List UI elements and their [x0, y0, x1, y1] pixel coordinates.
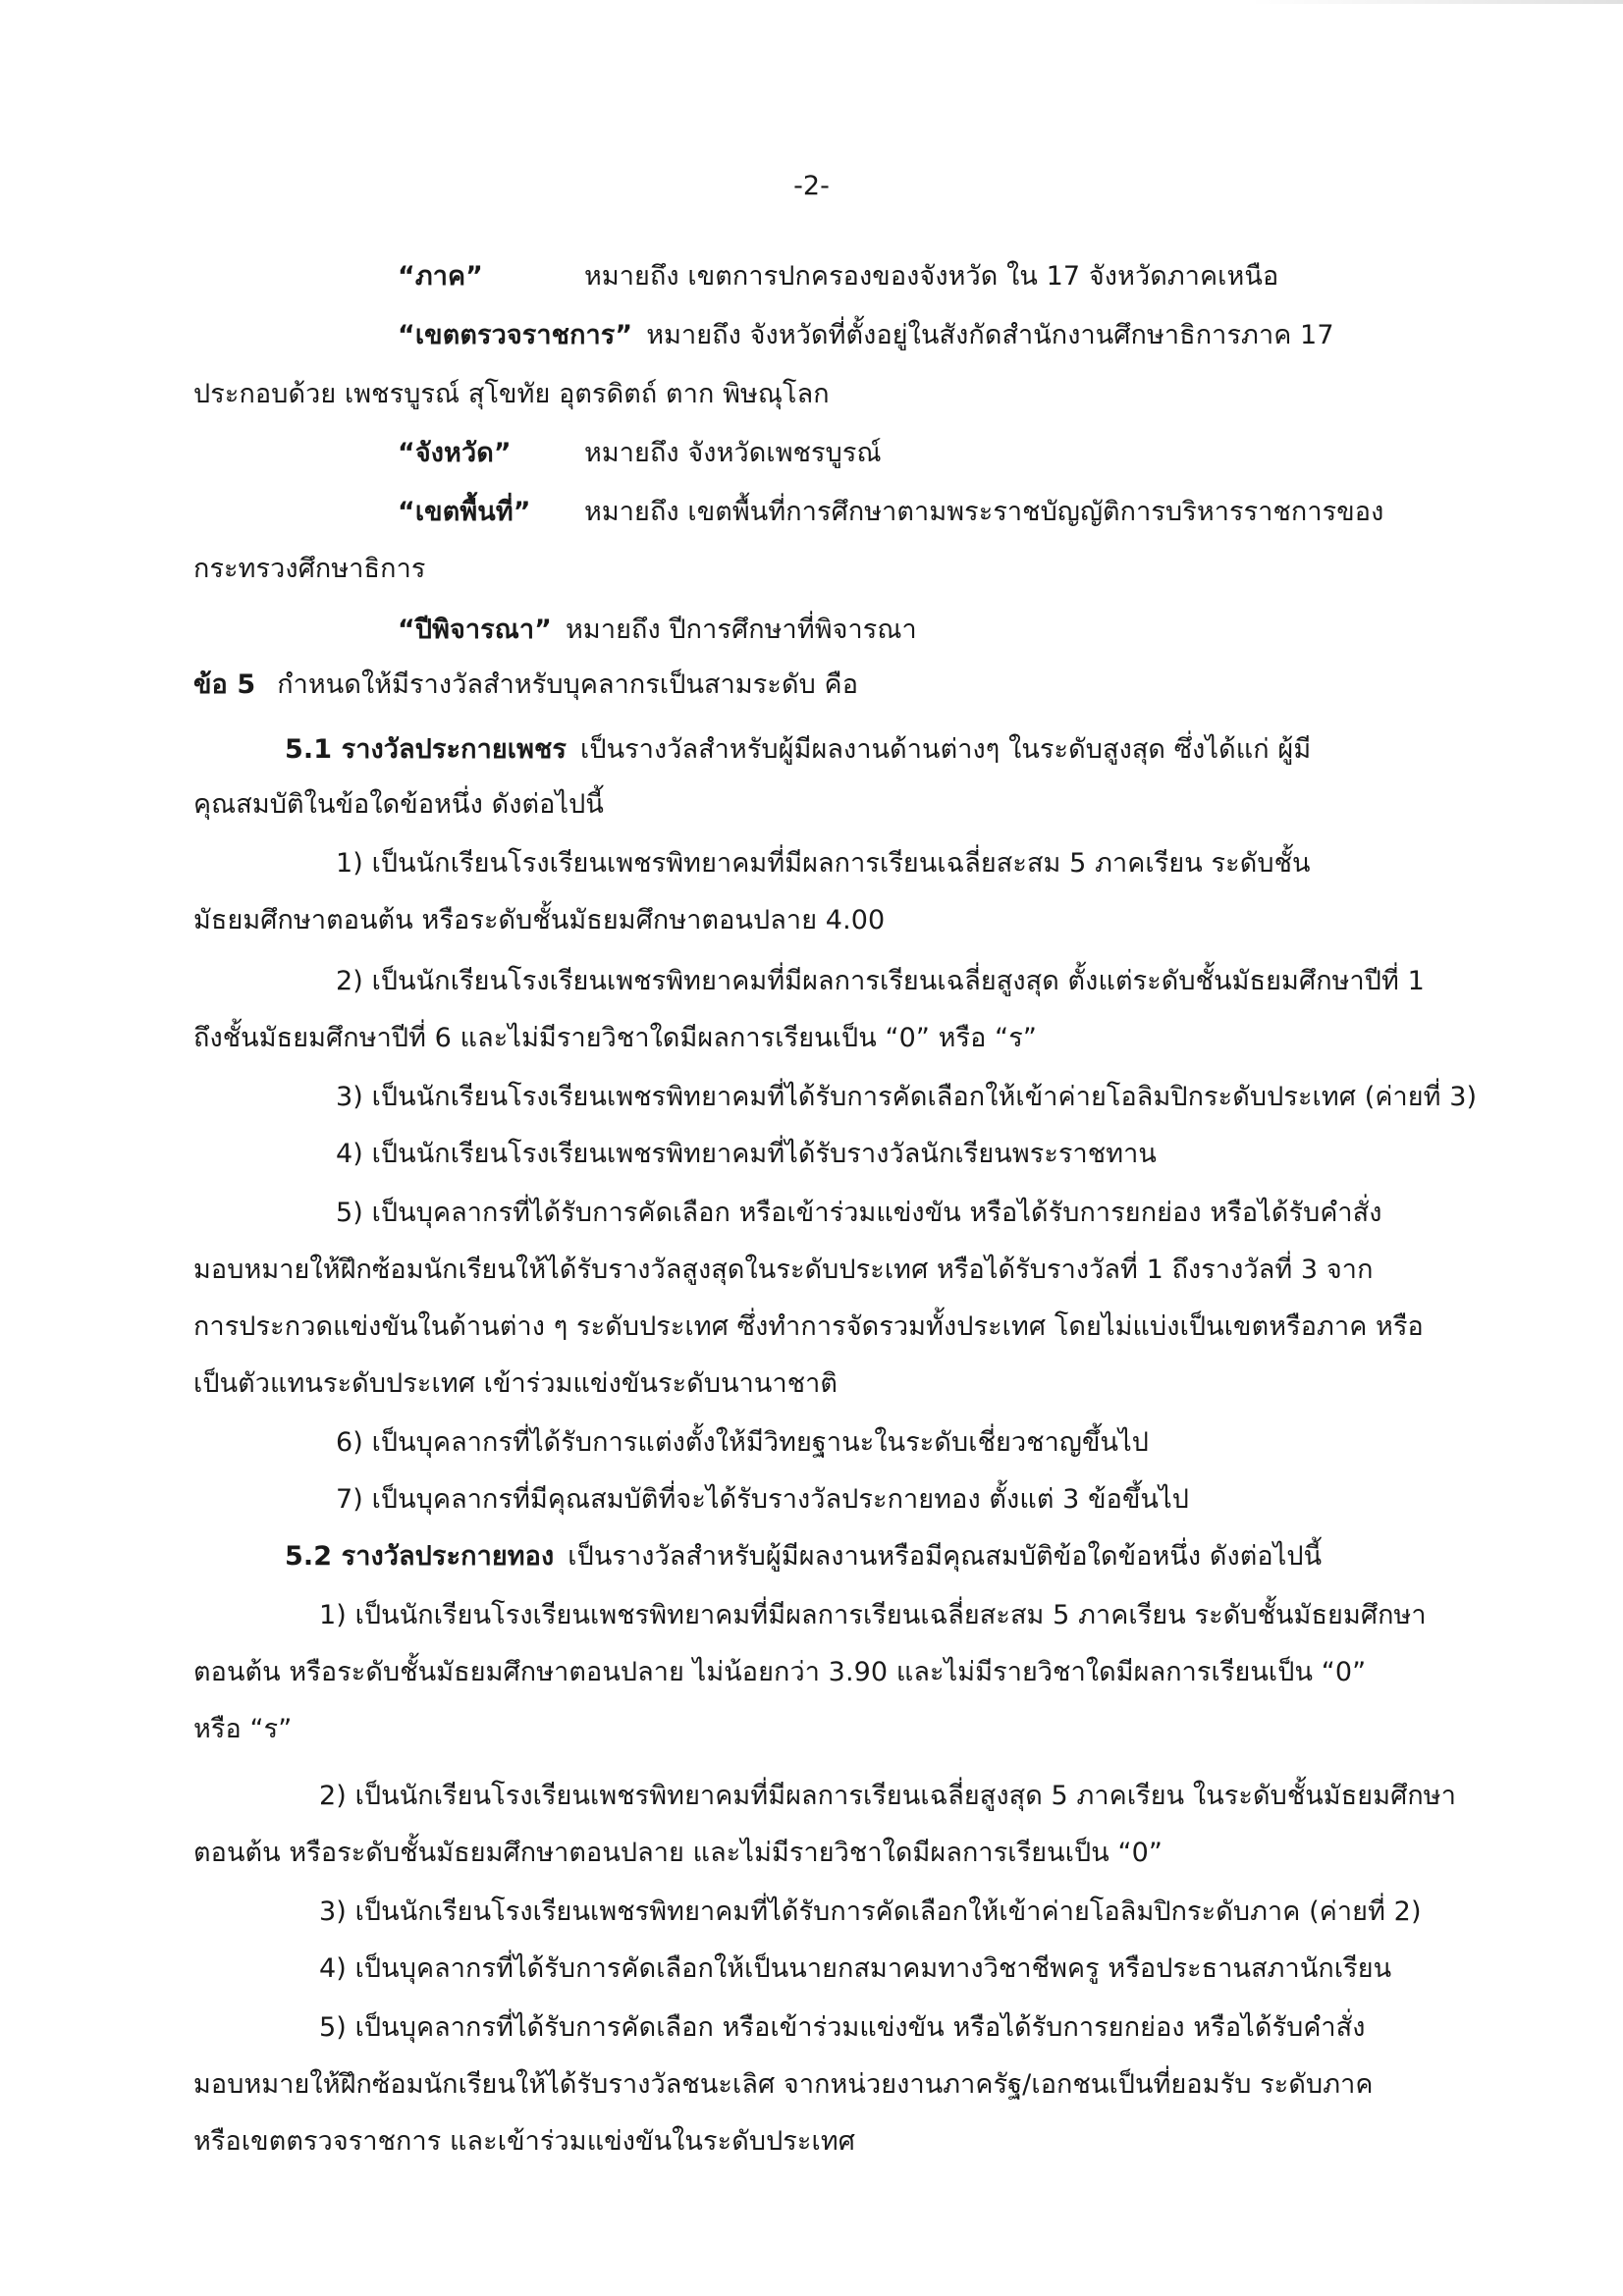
s1-item-1-line-2: มัธยมศึกษาตอนต้น หรือระดับชั้นมัธยมศึกษาตอนปลาย 4.00 [193, 905, 886, 935]
definition-term: “เขตพื้นที่” [398, 497, 531, 527]
scan-edge-shadow [1250, 0, 1623, 4]
page-number: -2- [793, 171, 830, 201]
s1-item-3: 3) เป็นนักเรียนโรงเรียนเพชรพิทยาคมที่ได้รับการคัดเลือกให้เข้าค่ายโอลิมปิกระดับประเทศ (ค่ายที่ 3) [336, 1082, 1478, 1112]
definition-2 [398, 316, 1334, 355]
s1-item-7: 7) เป็นบุคลากรที่มีคุณสมบัติที่จะได้รับรางวัลประกายทอง ตั้งแต่ 3 ข้อขึ้นไป [336, 1484, 1190, 1515]
s2-item-5-line-3: หรือเขตตรวจราชการ และเข้าร่วมแข่งขันในระดับประเทศ [193, 2126, 855, 2157]
s2-item-5-line-2: มอบหมายให้ฝึกซ้อมนักเรียนให้ได้รับรางวัลชนะเลิศ จากหน่วยงานภาครัฐ/เอกชนเป็นที่ยอมรับ ระดับภาค [193, 2069, 1374, 2100]
section-heading: 5.1 รางวัลประกายเพชร [285, 734, 568, 765]
section-intro: เป็นรางวัลสำหรับผู้มีผลงานด้านต่างๆ ในระดับสูงสุด ซึ่งได้แก่ ผู้มี [580, 734, 1312, 765]
s2-item-5-line-1: 5) เป็นบุคลากรที่ได้รับการคัดเลือก หรือเข้าร่วมแข่งขัน หรือได้รับการยกย่อง หรือได้รับคำสั่ง [319, 2012, 1366, 2043]
s2-item-1-line-1: 1) เป็นนักเรียนโรงเรียนเพชรพิทยาคมที่มีผลการเรียนเฉลี่ยสะสม 5 ภาคเรียน ระดับชั้นมัธยมศึกษา [319, 1600, 1427, 1630]
s2-item-1-line-3: หรือ “ร” [193, 1714, 293, 1744]
s2-item-3: 3) เป็นนักเรียนโรงเรียนเพชรพิทยาคมที่ได้รับการคัดเลือกให้เข้าค่ายโอลิมปิกระดับภาค (ค่ายที่ 2) [319, 1896, 1422, 1927]
s1-item-6: 6) เป็นบุคลากรที่ได้รับการแต่งตั้งให้มีวิทยฐานะในระดับเชี่ยวชาญขึ้นไป [336, 1427, 1150, 1458]
definition-2-continuation: ประกอบด้วย เพชรบูรณ์ สุโขทัย อุตรดิตถ์ ตาก พิษณุโลก [193, 379, 830, 409]
definition-term: “ภาค” [398, 261, 484, 292]
s1-item-5-line-2: มอบหมายให้ฝึกซ้อมนักเรียนให้ได้รับรางวัลสูงสุดในระดับประเทศ หรือได้รับรางวัลที่ 1 ถึงรางวัลที่ 3 จาก [193, 1255, 1374, 1285]
definition-4-continuation: กระทรวงศึกษาธิการ [193, 554, 426, 584]
s1-item-2-line-1: 2) เป็นนักเรียนโรงเรียนเพชรพิทยาคมที่มีผลการเรียนเฉลี่ยสูงสุด ตั้งแต่ระดับชั้นมัธยมศึกษาปีที่ 1 [336, 966, 1425, 996]
section-5-1-intro-continuation: คุณสมบัติในข้อใดข้อหนึ่ง ดังต่อไปนี้ [193, 789, 604, 820]
definition-text: หมายถึง เขตการปกครองของจังหวัด ใน 17 จังหวัดภาคเหนือ [584, 261, 1279, 292]
section-heading: 5.2 รางวัลประกายทอง [285, 1541, 555, 1572]
definition-text: หมายถึง จังหวัดที่ตั้งอยู่ในสังกัดสำนักงานศึกษาธิการภาค 17 [646, 320, 1334, 350]
definition-4 [398, 493, 1383, 532]
definition-3 [398, 434, 882, 473]
clause-label: ข้อ 5 [193, 669, 256, 700]
definition-text: หมายถึง จังหวัดเพชรบูรณ์ [584, 438, 882, 468]
s2-item-2-line-2: ตอนต้น หรือระดับชั้นมัธยมศึกษาตอนปลาย และไม่มีรายวิชาใดมีผลการเรียนเป็น “0” [193, 1838, 1163, 1868]
definition-1 [398, 257, 1278, 296]
s2-item-4: 4) เป็นบุคลากรที่ได้รับการคัดเลือกให้เป็นนายกสมาคมทางวิชาชีพครู หรือประธานสภานักเรียน [319, 1953, 1392, 1984]
clause-text: กำหนดให้มีรางวัลสำหรับบุคลากรเป็นสามระดับ คือ [277, 669, 859, 700]
s2-item-1-line-2: ตอนต้น หรือระดับชั้นมัธยมศึกษาตอนปลาย ไม่น้อยกว่า 3.90 และไม่มีรายวิชาใดมีผลการเรียนเป็น “0” [193, 1657, 1367, 1687]
s2-item-2-line-1: 2) เป็นนักเรียนโรงเรียนเพชรพิทยาคมที่มีผลการเรียนเฉลี่ยสูงสุด 5 ภาคเรียน ในระดับชั้นมัธยมศึกษา [319, 1781, 1456, 1811]
section-5-2-heading [285, 1537, 1322, 1576]
s1-item-1-line-1: 1) เป็นนักเรียนโรงเรียนเพชรพิทยาคมที่มีผลการเรียนเฉลี่ยสะสม 5 ภาคเรียน ระดับชั้น [336, 848, 1311, 879]
s1-item-5-line-1: 5) เป็นบุคลากรที่ได้รับการคัดเลือก หรือเข้าร่วมแข่งขัน หรือได้รับการยกย่อง หรือได้รับคำสั่ง [336, 1198, 1382, 1228]
definition-term: “ปีพิจารณา” [398, 614, 553, 645]
section-intro: เป็นรางวัลสำหรับผู้มีผลงานหรือมีคุณสมบัติข้อใดข้อหนึ่ง ดังต่อไปนี้ [568, 1541, 1323, 1572]
s1-item-5-line-3: การประกวดแข่งขันในด้านต่าง ๆ ระดับประเทศ ซึ่งทำการจัดรวมทั้งประเทศ โดยไม่แบ่งเป็นเขตหรือภาค หรือ [193, 1311, 1424, 1342]
section-5-1-heading [285, 730, 1311, 770]
s1-item-4: 4) เป็นนักเรียนโรงเรียนเพชรพิทยาคมที่ได้รับรางวัลนักเรียนพระราชทาน [336, 1139, 1157, 1169]
definition-term: “เขตตรวจราชการ” [398, 320, 633, 350]
definition-text: หมายถึง เขตพื้นที่การศึกษาตามพระราชบัญญัติการบริหารราชการของ [584, 497, 1384, 527]
clause-5 [193, 666, 858, 705]
s1-item-2-line-2: ถึงชั้นมัธยมศึกษาปีที่ 6 และไม่มีรายวิชาใดมีผลการเรียนเป็น “0” หรือ “ร” [193, 1023, 1037, 1053]
s1-item-5-line-4: เป็นตัวแทนระดับประเทศ เข้าร่วมแข่งขันระดับนานาชาติ [193, 1368, 839, 1399]
definition-term: “จังหวัด” [398, 438, 512, 468]
definition-text: หมายถึง ปีการศึกษาที่พิจารณา [566, 614, 917, 645]
definition-5 [398, 611, 917, 650]
